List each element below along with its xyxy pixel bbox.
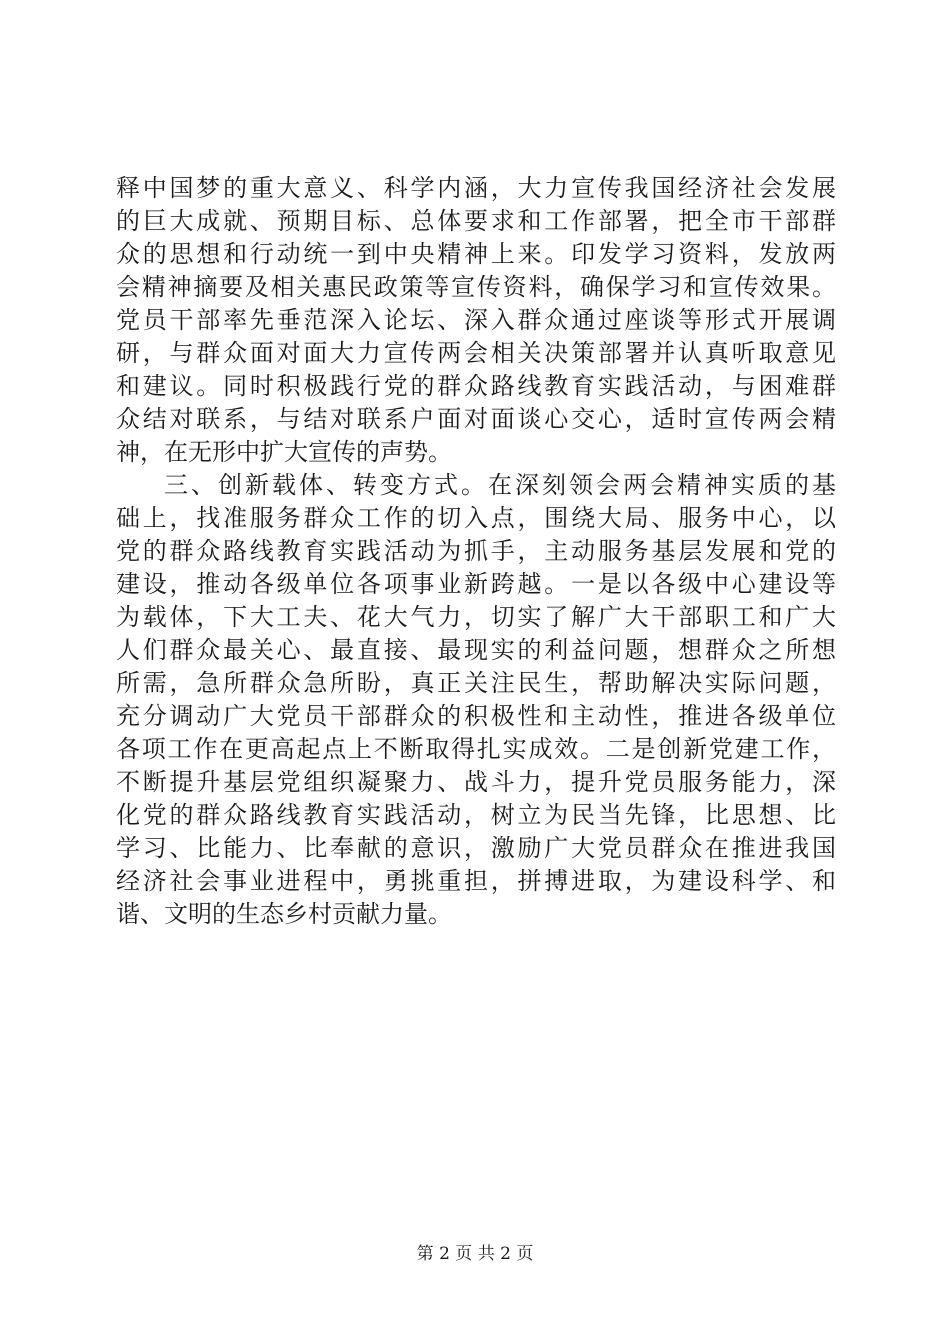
text-line: 建设，推动各级单位各项事业新跨越。一是以各级中心建设等 [116, 570, 836, 598]
text-line: 经济社会事业进程中，勇挑重担，拼搏进取，为建设科学、和 [116, 867, 836, 895]
text-line: 谐、文明的生态乡村贡献力量。 [116, 900, 452, 928]
text-line: 神，在无形中扩大宣传的声势。 [116, 438, 452, 466]
text-line: 础上，找准服务群众工作的切入点，围绕大局、服务中心，以 [116, 504, 836, 532]
text-line: 研，与群众面对面大力宣传两会相关决策部署并认真听取意见 [116, 339, 836, 367]
document-body [116, 172, 836, 931]
text-line: 化党的群众路线教育实践活动，树立为民当先锋，比思想、比 [116, 801, 836, 829]
text-line: 党员干部率先垂范深入论坛、深入群众通过座谈等形式开展调 [116, 306, 836, 334]
text-line: 党的群众路线教育实践活动为抓手，主动服务基层发展和党的 [116, 537, 836, 565]
text-line: 众结对联系，与结对联系户面对面谈心交心，适时宣传两会精 [116, 405, 836, 433]
text-line: 为载体，下大工夫、花大气力，切实了解广大干部职工和广大 [116, 603, 836, 631]
text-line: 各项工作在更高起点上不断取得扎实成效。二是创新党建工作， [116, 735, 836, 763]
text-line: 的巨大成就、预期目标、总体要求和工作部署，把全市干部群 [116, 207, 836, 235]
text-line: 学习、比能力、比奉献的意识，激励广大党员群众在推进我国 [116, 834, 836, 862]
text-line: 人们群众最关心、最直接、最现实的利益问题，想群众之所想 [116, 636, 836, 664]
paragraph-first-line: 三、创新载体、转变方式。在深刻领会两会精神实质的基 [164, 471, 836, 499]
text-line: 所需，急所群众急所盼，真正关注民生，帮助解决实际问题， [116, 669, 836, 697]
text-line: 会精神摘要及相关惠民政策等宣传资料，确保学习和宣传效果。 [116, 273, 836, 301]
text-line: 释中国梦的重大意义、科学内涵，大力宣传我国经济社会发展 [116, 174, 836, 202]
text-line: 不断提升基层党组织凝聚力、战斗力，提升党员服务能力，深 [116, 768, 836, 796]
text-line: 和建议。同时积极践行党的群众路线教育实践活动，与困难群 [116, 372, 836, 400]
text-line: 充分调动广大党员干部群众的积极性和主动性，推进各级单位 [116, 702, 836, 730]
text-line: 众的思想和行动统一到中央精神上来。印发学习资料，发放两 [116, 240, 836, 268]
page-footer: 第 2 页 共 2 页 [416, 1244, 534, 1264]
